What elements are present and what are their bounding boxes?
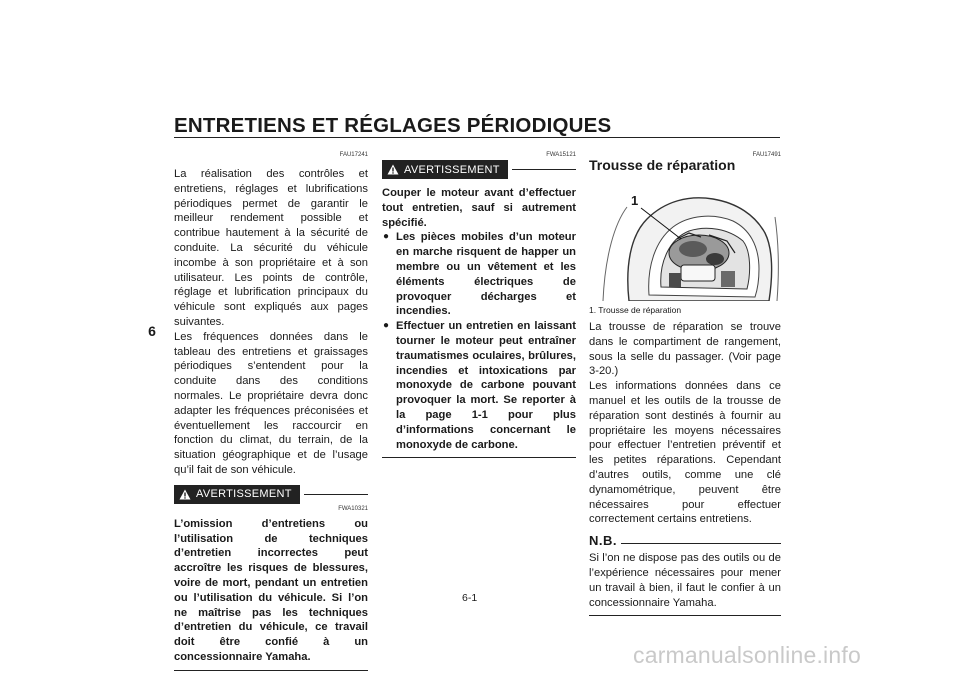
warning-label: AVERTISSEMENT — [404, 163, 500, 176]
section-heading: Trousse de réparation — [589, 157, 736, 173]
intro-paragraph: La réalisation des contrôles et entretiens, réglages et lubrifications périodiques permet de garantir le meilleur rendement possible et contribue hautement à la sécurité de conduite. La sécurité du véhicule incombe à son propriétaire et à son utilisateur. Les points de contrôle, réglage et lubrification principaux du véhicule sont expliqués aux pages suivantes. — [174, 168, 368, 328]
column-3-body — [589, 320, 781, 616]
note-end-rule — [589, 615, 781, 616]
warning-bullet-list — [382, 230, 576, 452]
warning-header — [174, 485, 368, 504]
warning-text: L’omission d’entretiens ou l’utilisation de techniques d’entretien incorrectes peut accroître les risques de blessures, voire de mort, pendant un entretien ou l’utilisation du véhicule. Si l’on ne maîtrise pas les techniques d’entretien du véhicule, ce travail doit être confié à un concessionnaire Yamaha. — [174, 517, 368, 663]
warning-badge — [174, 485, 300, 504]
title-rule — [174, 137, 780, 138]
column-2 — [382, 152, 576, 458]
section-code: FAU17241 — [339, 152, 368, 158]
location-paragraph: La trousse de réparation se trouve dans le compartiment de rangement, sous la selle du passager. (Voir page 3-20.) — [589, 321, 781, 378]
watermark: carmanualsonline.info — [633, 642, 861, 668]
column-1 — [174, 152, 368, 671]
warning-label: AVERTISSEMENT — [196, 488, 292, 501]
note-header — [589, 533, 781, 548]
repair-kit-photo — [589, 175, 781, 301]
warning-triangle-icon — [179, 489, 191, 500]
warning-intro: Couper le moteur avant d’effectuer tout entretien, sauf si autrement spécifié. — [382, 187, 576, 229]
tools-paragraph: Les informations données dans ce manuel et les outils de la trousse de réparation sont destinés à fournir au propriétaire les moyens nécessaires pour effectuer l’entretien préventif et les petites réparations. Cependant d’autres outils, comme une clé dynamométrique, peuvent être nécessaires pour effectuer correctement certains entretiens. — [589, 380, 781, 526]
warning-bullet: ● Les pièces mobiles d’un moteur en marche risquent de happer un membre ou un vêtement et les éléments électriques de provoquer décharges et incendies. — [382, 230, 576, 319]
warning-rule — [512, 169, 576, 170]
warning-end-rule — [174, 670, 368, 671]
warning-triangle-icon — [387, 164, 399, 175]
page-number: 6-1 — [462, 592, 478, 604]
warning-header — [382, 160, 576, 179]
page-title: ENTRETIENS ET RÉGLAGES PÉRIODIQUES — [174, 114, 612, 137]
repair-kit-illustration — [589, 175, 781, 301]
warning-rule — [304, 494, 368, 495]
warning-badge — [382, 160, 508, 179]
section-code: FAU17491 — [752, 152, 781, 158]
chapter-number: 6 — [148, 323, 156, 339]
note-rule — [621, 543, 781, 544]
figure-callout: 1 — [631, 193, 639, 208]
figure-caption: 1. Trousse de réparation — [589, 305, 682, 315]
note-label: N.B. — [589, 533, 617, 549]
warning-bullet: ● Effectuer un entretien en laissant tourner le moteur peut entraîner traumatismes oculaires, brûlures, incendies et intoxications par monoxyde de carbone pouvant provoquer la mort. Se reporter à la page 1-1 pour plus d’informations concernant le monoxyde de carbone. — [382, 319, 576, 452]
warning-code: FWA10321 — [338, 505, 368, 512]
frequency-paragraph: Les fréquences données dans le tableau des entretiens et graissages périodiques s’entendent pour la conduite dans des conditions normales. Le propriétaire devra donc adapter les fréquences préconisées et éventuellement les raccourcir en fonction du climat, du terrain, de la situation géographique et de l’usage qu’il fait de son véhicule. — [174, 330, 368, 476]
note-text: Si l’on ne dispose pas des outils ou de l’expérience nécessaires pour mener un travail à bien, il faut le confier à un concessionnaire Yamaha. — [589, 552, 781, 609]
warning-end-rule — [382, 457, 576, 458]
warning-code: FWA15121 — [546, 152, 576, 158]
